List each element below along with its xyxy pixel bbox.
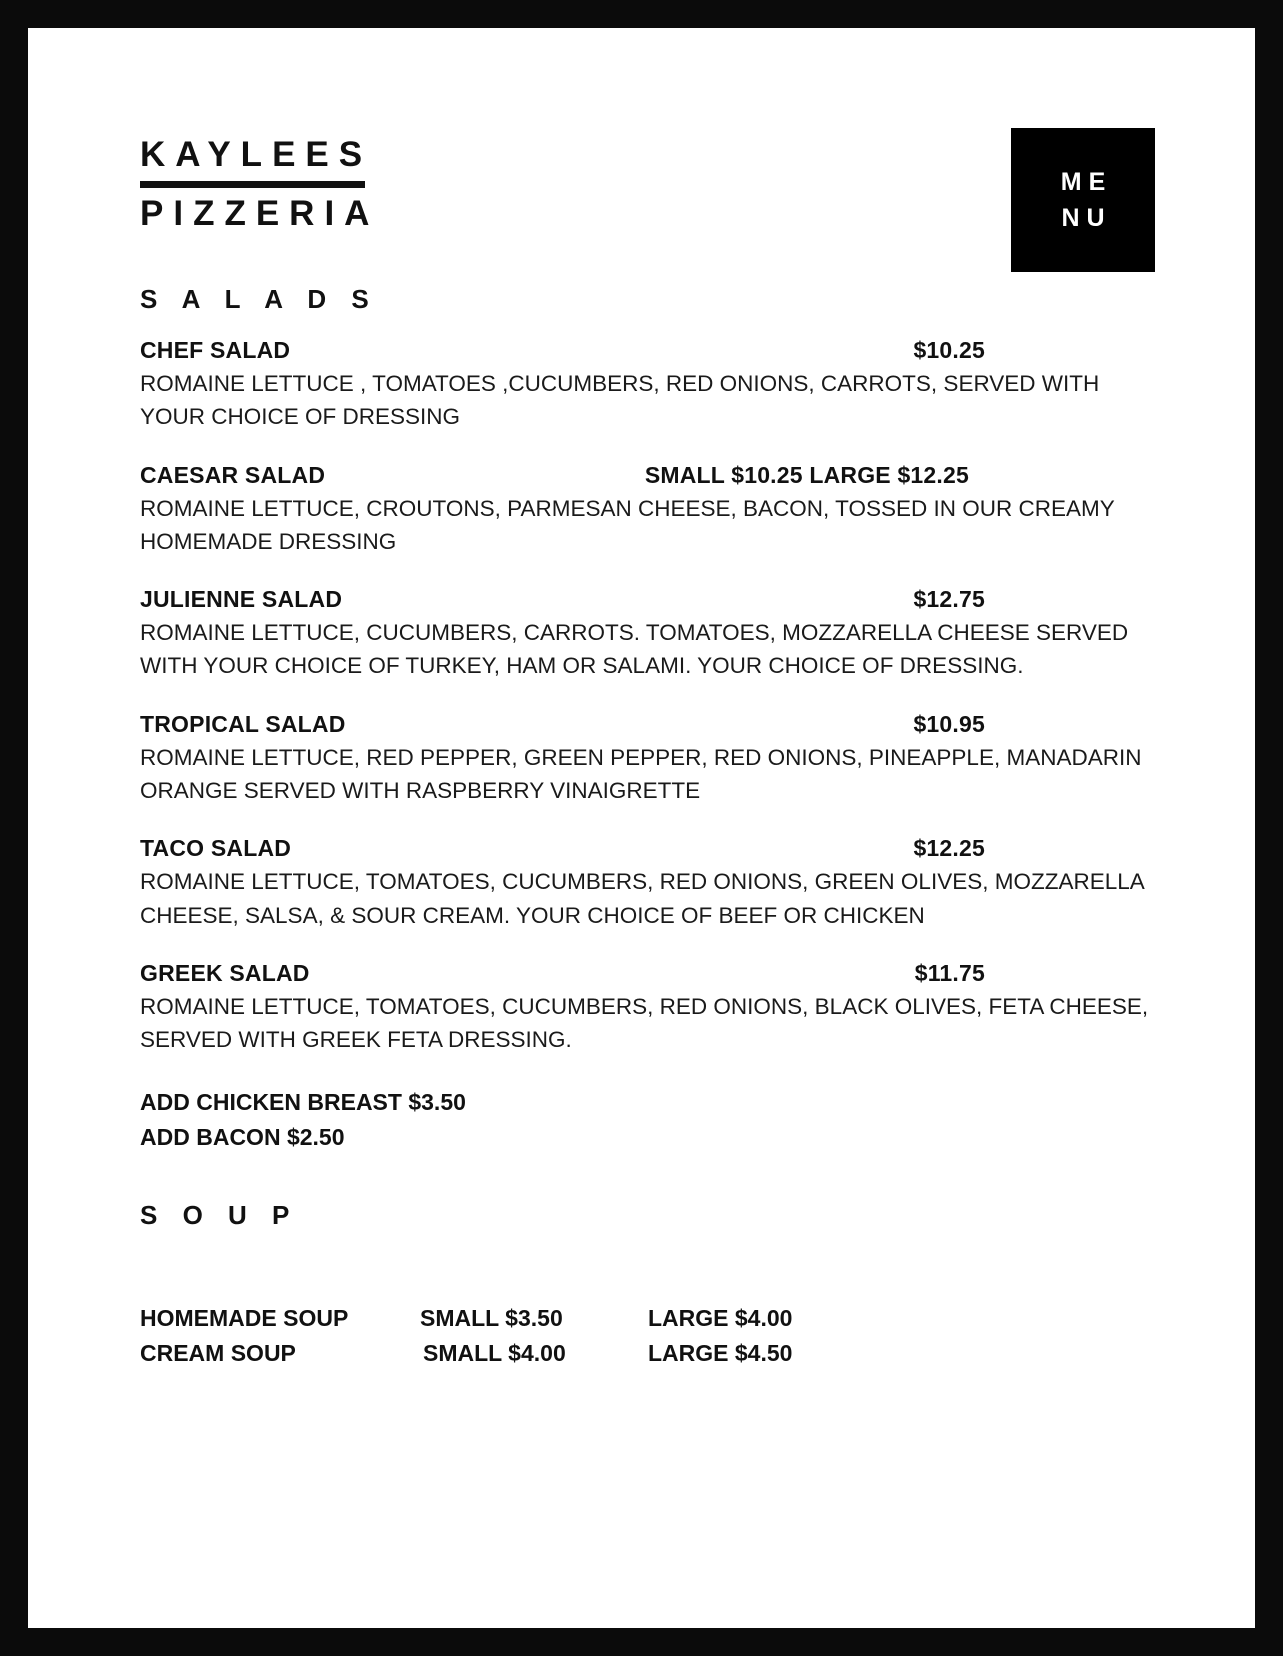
menu-item-description: ROMAINE LETTUCE, TOMATOES, CUCUMBERS, RED ONIONS, GREEN OLIVES, MOZZARELLA CHEESE, SALSA, & SOUR CREAM. YOUR CHOICE OF BEEF OR CHICKEN (140, 869, 1144, 928)
menu-item-name: GREEK SALAD (140, 959, 310, 986)
menu-item-head (140, 586, 1155, 613)
soup-large-price: LARGE $4.50 (648, 1340, 793, 1367)
menu-item-head (140, 337, 1155, 364)
soup-row-homemade (140, 1301, 1155, 1337)
menu-item-tropical-salad (140, 711, 1155, 808)
soup-row-cream (140, 1336, 1155, 1372)
menu-item-name: JULIENNE SALAD (140, 586, 343, 613)
menu-item-description: ROMAINE LETTUCE, TOMATOES, CUCUMBERS, RED ONIONS, BLACK OLIVES, FETA CHEESE, SERVED WITH GREEK FETA DRESSING. (140, 993, 1149, 1053)
menu-badge-line2: NU (1061, 204, 1112, 232)
menu-badge (1011, 128, 1155, 272)
soup-name: CREAM SOUP (140, 1340, 296, 1367)
soup-small-price: SMALL $3.50 (420, 1304, 563, 1331)
menu-badge-line1: ME (1060, 167, 1113, 196)
soup-large-price: LARGE $4.00 (648, 1304, 793, 1331)
menu-item-name: CAESAR SALAD (140, 461, 326, 488)
menu-item-description: ROMAINE LETTUCE , TOMATOES ,CUCUMBERS, RED ONIONS, CARROTS, SERVED WITH YOUR CHOICE OF DRESSING (140, 371, 1100, 430)
section-title-salads: S A L A D S (140, 284, 378, 314)
menu-item-description: ROMAINE LETTUCE, CROUTONS, PARMESAN CHEESE, BACON, TOSSED IN OUR CREAMY HOMEMADE DRESSING (140, 495, 1115, 554)
soup-name: HOMEMADE SOUP (140, 1304, 349, 1331)
menu-sheet (28, 28, 1255, 1628)
menu-item-description: ROMAINE LETTUCE, CUCUMBERS, CARROTS. TOMATOES, MOZZARELLA CHEESE SERVED WITH YOUR CHOICE OF TURKEY, HAM OR SALAMI. YOUR CHOICE OF DRESSING. (140, 620, 1129, 679)
brand-logo (140, 136, 379, 233)
menu-item-head (140, 960, 1155, 987)
menu-item-greek-salad (140, 960, 1155, 1057)
menu-item-name: TACO SALAD (140, 835, 292, 862)
brand-name-line1: KAYLEES (140, 135, 373, 174)
menu-item-taco-salad (140, 835, 1155, 932)
brand-name-line2: PIZZERIA (140, 193, 380, 233)
menu-item-head (140, 835, 1155, 862)
menu-item-julienne-salad (140, 586, 1155, 683)
menu-header (140, 106, 1155, 266)
menu-item-price: SMALL $10.25 LARGE $12.25 (644, 461, 969, 488)
soup-small-price: SMALL $4.00 (423, 1340, 566, 1367)
menu-item-price: $12.25 (913, 835, 985, 862)
menu-item-price: $11.75 (914, 959, 985, 986)
section-title-soup: S O U P (140, 1199, 299, 1230)
menu-item-price: $12.75 (913, 586, 985, 613)
menu-item-caesar-salad (140, 462, 1155, 559)
menu-item-description: ROMAINE LETTUCE, RED PEPPER, GREEN PEPPER, RED ONIONS, PINEAPPLE, MANADARIN ORANGE SERVED WITH RASPBERRY VINAIGRETTE (140, 744, 1142, 804)
addon-chicken-breast: ADD CHICKEN BREAST $3.50 (140, 1088, 466, 1115)
menu-item-name: CHEF SALAD (140, 337, 291, 363)
menu-item-head (140, 711, 1155, 738)
menu-item-name: TROPICAL SALAD (140, 710, 346, 737)
salad-addons (140, 1085, 1155, 1156)
menu-item-chef-salad (140, 337, 1155, 434)
soup-list (140, 1301, 1155, 1372)
brand-underline-rule (140, 181, 365, 188)
menu-item-head (140, 462, 1155, 489)
addon-bacon: ADD BACON $2.50 (140, 1124, 345, 1151)
menu-item-price: $10.25 (913, 337, 985, 363)
menu-item-price: $10.95 (913, 710, 985, 737)
